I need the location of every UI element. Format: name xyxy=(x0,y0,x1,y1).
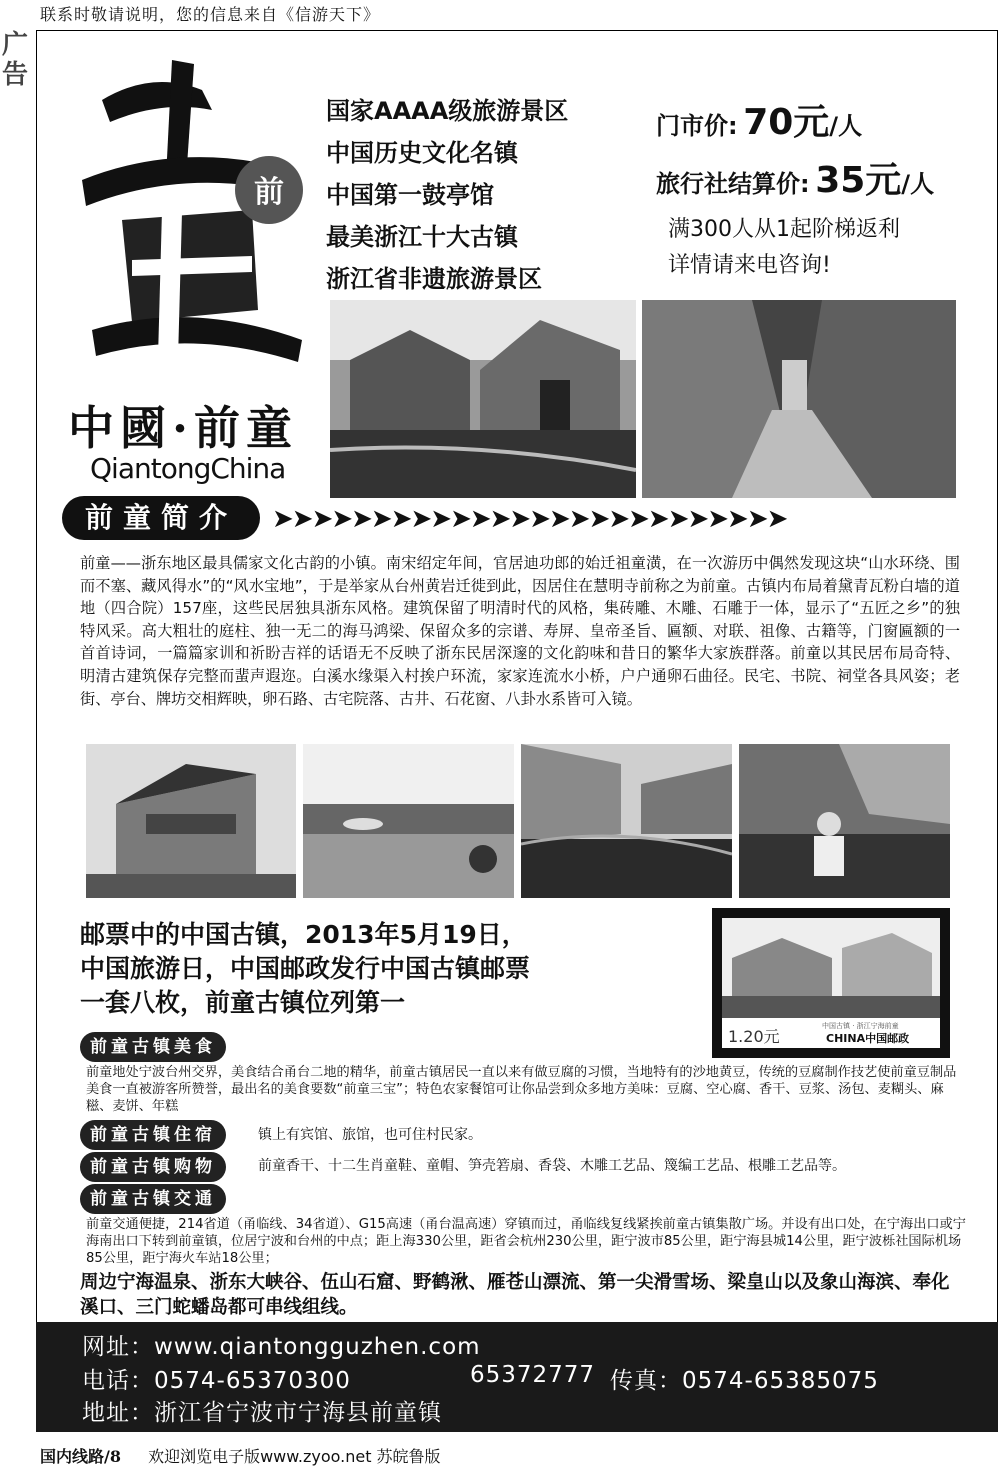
stamp-announcement-line: 邮票中的中国古镇，2013年5月19日， xyxy=(80,920,527,949)
stamp-caption: 中国古镇 · 浙江宁海前童 xyxy=(822,1022,899,1030)
agency-price xyxy=(656,152,934,210)
phone-number: 电话：0574-65370300 xyxy=(82,1368,351,1394)
promo-line: 详情请来电咨询! xyxy=(668,253,831,278)
ticket-price xyxy=(656,94,934,152)
feature-item: 国家AAAA级旅游景区 xyxy=(326,97,569,125)
logo-chinese-name: 中國·前童 xyxy=(68,401,299,455)
website-link[interactable]: 网址：www.qiantongguzhen.com xyxy=(82,1334,481,1360)
arrow-decoration: ➤➤➤➤➤➤➤➤➤➤➤➤➤➤➤➤➤➤➤➤➤➤➤➤➤➤ xyxy=(272,504,787,534)
feature-item: 中国第一鼓亭馆 xyxy=(326,181,494,209)
food-label: 前童古镇美食 xyxy=(80,1032,226,1062)
postage-stamp xyxy=(712,908,950,1058)
address: 地址：浙江省宁波市宁海县前童镇 xyxy=(82,1400,442,1426)
photo-canal-village xyxy=(521,744,732,898)
feature-item: 中国历史文化名镇 xyxy=(326,139,518,167)
transport-text: 前童交通便捷，214省道（甬临线、34省道）、G15高速（甬台温高速）穿镇而过，甬临线复线紧挨前童古镇集散广场。并设有出口处，在宁海出口或宁海南出口下转到前童镇，位居宁波和台州的中点；距上海330公里，距省会杭州230公里，距宁波市85公里，距宁海县城14公里，距宁波栎社国际机场85公里，距宁海火车站18公里； xyxy=(86,1217,966,1266)
food-text: 前童地处宁波台州交界，美食结合甬台二地的精华，前童古镇居民一直以来有做豆腐的习惯，当地特有的沙地黄豆，传统的豆腐制作技艺使前童豆制品美食一直被游客所赞誉，最出名的美食要数“前童三宝”；特色农家餐馆可让你品尝到众多地方美味：豆腐、空心腐、香干、豆浆、汤包、麦糊头、麻糍、麦饼、年糕 xyxy=(86,1065,957,1114)
shopping-label: 前童古镇购物 xyxy=(80,1152,226,1182)
price-block xyxy=(656,94,934,210)
stamp-announcement xyxy=(80,918,700,1020)
feature-list xyxy=(326,90,568,300)
lodging-text: 镇上有宾馆、旅馆，也可住村民家。 xyxy=(258,1127,482,1143)
contact-bar xyxy=(36,1322,998,1432)
phone-number-2: 65372777 xyxy=(470,1362,596,1388)
photo-ancient-street xyxy=(642,300,956,498)
page-footer xyxy=(40,1444,441,1467)
stamp-announcement-line: 一套八枚，前童古镇位列第一 xyxy=(80,988,406,1017)
ticket-price-value: 70元 xyxy=(743,102,830,143)
feature-item: 浙江省非遗旅游景区 xyxy=(326,265,542,293)
stamp-brand: CHINA中国邮政 xyxy=(826,1032,910,1045)
agency-price-unit: /人 xyxy=(901,170,935,198)
page-number: 国内线路/8 xyxy=(40,1447,121,1466)
promo-text xyxy=(668,212,900,284)
logo-english-name: QiantongChina xyxy=(90,452,286,485)
fax-number: 传真：0574-65385075 xyxy=(610,1368,879,1394)
photo-wide-courtyard xyxy=(303,744,514,898)
photo-courtyard-building xyxy=(86,744,296,898)
lodging-label: 前童古镇住宿 xyxy=(80,1120,226,1150)
promo-line: 满300人从1起阶梯返利 xyxy=(668,217,900,242)
footer-text: 欢迎浏览电子版www.zyoo.net 苏皖鲁版 xyxy=(148,1447,441,1466)
feature-item: 最美浙江十大古镇 xyxy=(326,223,518,251)
calligraphy-logo xyxy=(62,60,322,380)
ticket-price-label: 门市价: xyxy=(656,112,738,140)
stamp-denomination: 1.20元 xyxy=(728,1027,780,1046)
transport-label: 前童古镇交通 xyxy=(80,1184,226,1214)
photo-old-houses-canal xyxy=(330,300,636,498)
intro-paragraph: 前童——浙东地区最具儒家文化古韵的小镇。南宋绍定年间，官居迪功郎的始迁祖童潢，在一次游历中偶然发现这块“山水环绕、围而不塞、藏风得水”的“风水宝地”，于是举家从台州黄岩迁徙到此，因居住在慧明寺前称之为前童。古镇内布局着黛青瓦粉白墙的道地（四合院）157座，这些民居独具浙东风格。建筑保留了明清时代的风格，集砖雕、木雕、石雕于一体，显示了“五匠之乡”的独特风采。高大粗壮的庭柱、独一无二的海马鸿梁、保留众多的宗谱、寿屏、皇帝圣旨、匾额、对联、祖像、古籍等，门窗匾额的一首首诗词，一篇篇家训和祈盼吉祥的话语无不反映了浙东民居深邃的文化韵味和昔日的繁华大家族群落。前童以其民居布局奇特、明清古建筑保存完整而蜚声遐迩。白溪水缘渠入村挨户环流，家家连流水小桥，户户通卵石曲径。民宅、书院、祠堂各具风姿；老街、亭台、牌坊交相辉映，卵石路、古宅院落、古井、石花窗、八卦水系皆可入镜。 xyxy=(80,554,960,708)
routes-text: 周边宁海温泉、浙东大峡谷、伍山石窟、野鹤湫、雁苍山漂流、第一尖滑雪场、梁皇山以及象山海滨、奉化溪口、三门蛇蟠岛都可串线组线。 xyxy=(80,1272,950,1318)
ticket-price-unit: /人 xyxy=(829,112,863,140)
logo-badge: 前 xyxy=(254,175,284,210)
ad-side-label: 广告 xyxy=(2,30,29,90)
shopping-text: 前童香干、十二生肖童鞋、童帽、笋壳箬扇、香袋、木雕工艺品、篾编工艺品、根雕工艺品等。 xyxy=(258,1158,846,1174)
source-notice: 联系时敬请说明，您的信息来自《信游天下》 xyxy=(40,5,381,24)
agency-price-label: 旅行社结算价: xyxy=(656,170,810,198)
intro-section-heading: 前童简介 xyxy=(62,496,260,540)
photo-villager-washing xyxy=(739,744,950,898)
stamp-announcement-line: 中国旅游日，中国邮政发行中国古镇邮票 xyxy=(80,954,531,983)
agency-price-value: 35元 xyxy=(815,160,902,201)
